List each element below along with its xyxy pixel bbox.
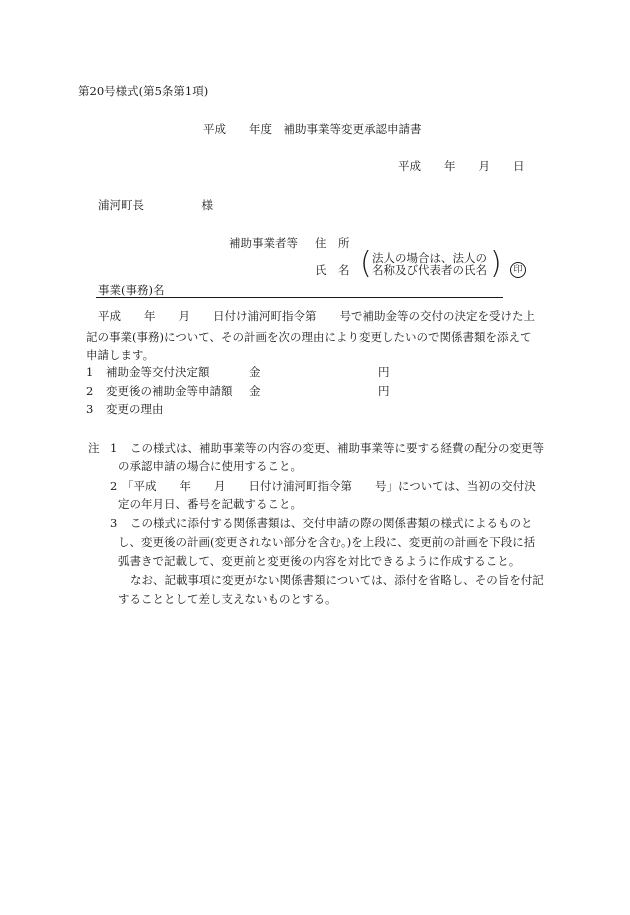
corp-note-line2: 名称及び代表者の氏名 — [372, 263, 487, 277]
item1-number: 1 — [86, 365, 94, 379]
notes-prefix: 注 — [88, 441, 100, 455]
item1-yen-prefix: 金 — [249, 365, 261, 379]
note2-line1: 「平成 年 月 日付け浦河町指令第 号」については、当初の交付決 — [122, 479, 536, 493]
note1-line1: この様式は、補助事業等の内容の変更、補助事業等に要する経費の配分の変更等 — [130, 441, 544, 455]
date-line: 平成 年 月 日 — [398, 159, 525, 173]
item2-number: 2 — [86, 384, 94, 398]
address-label: 住 所 — [315, 236, 350, 250]
addressee: 浦河町長 様 — [98, 198, 213, 212]
left-brace: ( — [360, 246, 372, 281]
note1-number: 1 — [110, 441, 118, 455]
body-line3: 申請します。 — [86, 348, 155, 362]
right-brace: ) — [490, 246, 502, 281]
item1-yen-suffix: 円 — [378, 365, 390, 379]
body-line2: 記の事業(事務)について、その計画を次の理由により変更したいので関係書類を添えて — [86, 330, 532, 344]
corp-note-line1: 法人の場合は、法人の — [372, 251, 487, 265]
body-line1: 平成 年 月 日付け浦河町指令第 号で補助金等の交付の決定を受けた上 — [98, 309, 535, 323]
note3-line3: 弧書きで記載して、変更前と変更後の内容を対比できるように作成すること。 — [118, 554, 521, 568]
note3-line2: し、変更後の計画(変更されない部分を含む。)を上段に、変更前の計画を下段に括 — [118, 535, 536, 549]
seal-mark: 印 — [510, 262, 526, 278]
note1-line2: の承認申請の場合に使用すること。 — [118, 459, 302, 473]
item2-label: 変更後の補助金等申請額 — [106, 384, 233, 398]
note2-line2: 定の年月日、番号を記載すること。 — [118, 497, 302, 511]
note3-line5: することとして差し支えないものとする。 — [118, 592, 337, 606]
note2-number: 2 — [110, 479, 118, 493]
item2-yen-suffix: 円 — [378, 384, 390, 398]
project-name-label: 事業(事務)名 — [98, 283, 165, 297]
item2-yen-prefix: 金 — [249, 384, 261, 398]
form-number: 第20号様式(第5条第1項) — [78, 84, 209, 98]
item3-label: 変更の理由 — [106, 402, 164, 416]
document-title: 平成 年度 補助事業等変更承認申請書 — [203, 122, 422, 136]
note3-line4: なお、記載事項に変更がない関係書類については、添付を省略し、その旨を付記 — [130, 573, 544, 587]
item3-number: 3 — [86, 402, 94, 416]
applicant-role-label: 補助事業者等 — [229, 236, 298, 250]
project-name-underline — [96, 297, 503, 298]
note3-line1: この様式に添付する関係書類は、交付申請の際の関係書類の様式によるものと — [130, 516, 533, 530]
item1-label: 補助金等交付決定額 — [106, 365, 210, 379]
name-label: 氏 名 — [315, 263, 350, 277]
note3-number: 3 — [110, 516, 118, 530]
